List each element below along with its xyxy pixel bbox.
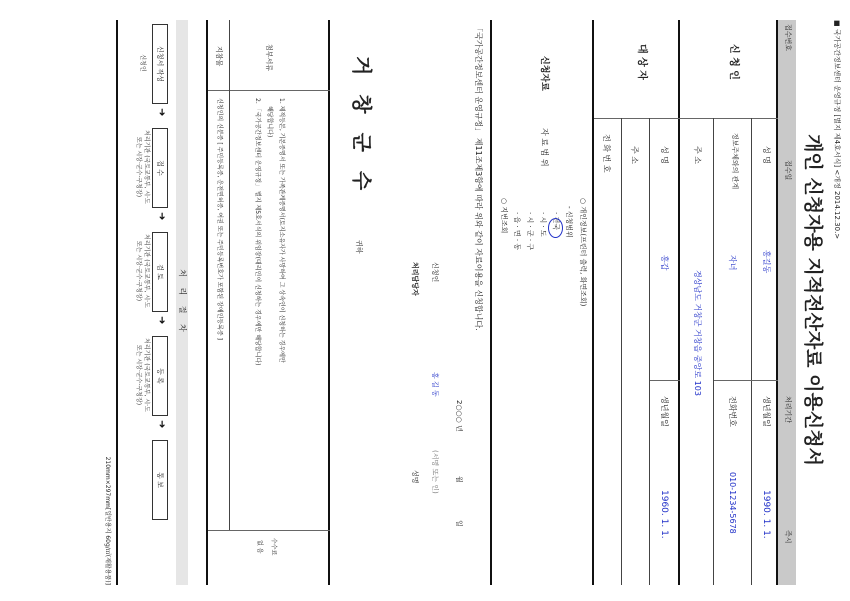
process-step-2-who: 처리기관 (국토교통부, 시·도 또는 시장·군수·구청장) <box>135 130 150 204</box>
process-step-3-who: 처리기관 (국토교통부, 시·도 또는 시장·군수·구청장) <box>135 234 150 308</box>
applicant-section-label: 신 청 인 <box>728 44 739 80</box>
applicant-phone-label: 전화번호 <box>728 396 737 427</box>
range-sigungu[interactable]: · 시 · 군 · 구 <box>526 212 534 251</box>
selected-circle-mark <box>548 218 563 238</box>
addressee-name: 거 창 군 수 <box>350 56 374 197</box>
receipt-date-label: 접수일 <box>784 160 792 181</box>
fee-label: 수수료 <box>270 538 277 556</box>
process-step-5: 통 보 <box>152 440 168 520</box>
range-header: - 신청범위 <box>565 206 573 238</box>
form-title: 개인 신청자용 지적전산자료 이용신청서 <box>802 134 824 466</box>
scope-range-label: 자 료 범 위 <box>540 128 549 167</box>
subject-phone-label: 전 화 번 호 <box>602 134 611 173</box>
process-step-3: 검 토 <box>152 232 168 312</box>
applicant-phone-value: 010-1234-5678 <box>728 472 737 534</box>
attachment-item-2: 2. 「국가공간정보센터 운영규정」 별지 제5호서식의 위임장(대리인이 신청하는 경우에만 해당합니다) <box>254 98 261 366</box>
subject-address-label: 주 소 <box>630 146 639 164</box>
range-nationwide[interactable]: · 전국 <box>552 212 560 230</box>
date-month: 월 <box>455 476 463 483</box>
subject-name-value: 홍갑 <box>660 255 669 271</box>
subject-section-label: 대 상 자 <box>636 44 647 80</box>
addressee-suffix: 귀하 <box>355 240 363 254</box>
scope-section-label: 신청자료 <box>539 56 549 91</box>
applicant-birth-value: 1990. 1. 1. <box>761 490 771 539</box>
process-step-2: 접 수 <box>152 128 168 208</box>
attachments-label: 첨부서류 <box>265 44 273 72</box>
range-sido[interactable]: · 시 · 도 <box>539 212 547 237</box>
arrow-icon: ➜ <box>156 212 167 221</box>
process-step-1-who: 신청인 <box>139 54 146 72</box>
applicant-relation-label: 정보주체와의 관계 <box>731 132 739 190</box>
process-step-4: 등 록 <box>152 336 168 416</box>
date-day: 일 <box>455 520 463 527</box>
note-text: 신청인의 신분증 [ 주민등록증, 운전면허증, 여권 또는 주민등록번호가 포함된 장애인등록증 ] <box>216 98 223 341</box>
arrow-icon: ➜ <box>156 316 167 325</box>
range-eupmyeondong[interactable]: · 읍 · 면 · 동 <box>513 212 521 251</box>
attachment-item-1-cont: 해당합니다) <box>266 106 273 138</box>
arrow-icon: ➜ <box>156 108 167 117</box>
applicant-sign-hint: (서명 또는 인) <box>431 450 439 494</box>
attachment-item-1: 1. 제적등본, 기본증명서 또는 가족관계증명서(토지소유자가 사망하여 그 상속인이 신청하는 경우에만 <box>278 98 285 363</box>
applicant-birth-label: 생년월일 <box>762 396 771 427</box>
form-header-note: ■ 국가공간정보센터 운영규정 [별지 제4호서식] <개정 2014.12.30.> <box>833 20 841 240</box>
processing-period-label: 처리기간 <box>784 396 792 424</box>
applicant-name-value: 홍길동 <box>762 250 771 274</box>
process-title: 처 리 절 차 <box>178 269 187 336</box>
process-step-1: 신청서 작성 <box>152 24 168 104</box>
applicant-name-label: 성 명 <box>762 146 771 164</box>
subject-birth-label: 생년월일 <box>660 396 669 427</box>
option-lot-lookup[interactable]: ○ 지번조회 <box>500 198 508 234</box>
receipt-number-label: 접수번호 <box>784 24 792 52</box>
officer-label: 처리담당자 <box>411 262 419 296</box>
applicant-sign-name: 홍 길 동 <box>431 372 439 397</box>
processing-period-value: 즉시 <box>784 530 792 544</box>
note-label: 지참물 <box>215 46 223 67</box>
applicant-address-label: 주 소 <box>693 146 702 164</box>
subject-birth-value: 1960. 1. 1. <box>659 490 669 539</box>
receipt-bar <box>778 20 796 585</box>
applicant-relation-value: 자녀 <box>728 255 737 271</box>
officer-sign: 성명 <box>411 470 419 484</box>
declaration-text: 「국가공간정보센터 운영규정」 제11조제3항에 따라 위와 같이 자료이용을 신청합니다. <box>474 24 483 331</box>
arrow-icon: ➜ <box>156 420 167 429</box>
date-year: 2○○○ 년 <box>455 400 463 432</box>
subject-name-label: 성 명 <box>660 146 669 164</box>
paper-size-note: 210mm×297mm[일반용지 60g/㎡(재활용품)] <box>104 456 111 585</box>
option-personal-info[interactable]: ○ 개인정보(프린터 출력, 화면조회) <box>579 198 587 307</box>
fee-value: 없 음 <box>256 540 263 554</box>
applicant-sign-label: 신청인 <box>431 262 439 283</box>
process-step-4-who: 처리기관 (국토교통부, 시·도 또는 시장·군수·구청장) <box>135 338 150 412</box>
applicant-address-value: 경상남도 거창군 거창읍 중앙로 103 <box>693 270 702 396</box>
